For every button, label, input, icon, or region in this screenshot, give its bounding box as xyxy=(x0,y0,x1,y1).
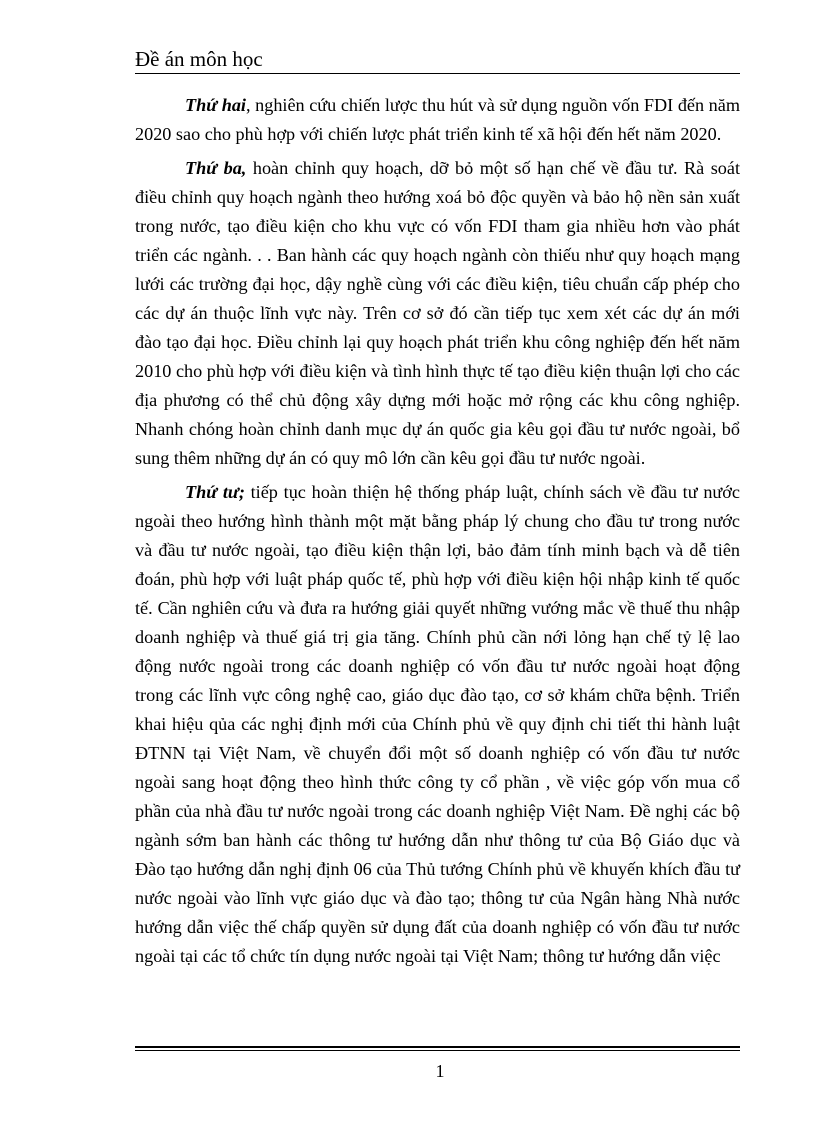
paragraph-lead: Thứ ba, xyxy=(185,158,247,178)
paragraph-thu-tu xyxy=(135,478,740,971)
paragraph-thu-ba xyxy=(135,154,740,473)
page-number: 1 xyxy=(435,1061,445,1081)
paragraph-lead: Thứ tư; xyxy=(185,482,245,502)
paragraph-text: hoàn chỉnh quy hoạch, dỡ bỏ một số hạn chế về đầu tư. Rà soát điều chỉnh quy hoạch ngành theo hướng xoá bỏ độc quyền và bảo hộ nền sản xuất trong nước, tạo điều kiện cho khu vực có vốn FDI tham gia nhiều hơn vào phát triển các ngành. . . Ban hành các quy hoạch ngành còn thiếu như quy hoạch mạng lưới các trường đại học, dậy nghề cùng với các điều kiện, tiêu chuẩn cấp phép cho các dự án thuộc lĩnh vực này. Trên cơ sở đó cần tiếp tục xem xét các dự án mới đào tạo đại học. Điều chỉnh lại quy hoạch phát triển khu công nghiệp đến hết năm 2010 cho phù hợp với điều kiện và tình hình thực tế tạo điều kiện thuận lợi cho các địa phương có thể chủ động xây dựng mới hoặc mở rộng các khu công nghiệp. Nhanh chóng hoàn chỉnh danh mục dự án quốc gia kêu gọi đầu tư nước ngoài, bổ sung thêm những dự án có quy mô lớn cần kêu gọi đầu tư nước ngoài. xyxy=(135,158,741,468)
header-divider xyxy=(135,73,740,74)
paragraph-lead: Thứ hai xyxy=(185,95,246,115)
paragraph-text: , nghiên cứu chiến lược thu hút và sử dụng nguồn vốn FDI đến năm 2020 sao cho phù hợp với chiến lược phát triển kinh tế xã hội đến hết năm 2020. xyxy=(135,95,740,144)
footer-divider-thin xyxy=(135,1050,740,1051)
footer-divider-thick xyxy=(135,1046,740,1048)
paragraph-thu-hai xyxy=(135,91,740,149)
paragraph-text: tiếp tục hoàn thiện hệ thống pháp luật, chính sách về đầu tư nước ngoài theo hướng hình thành một mặt bằng pháp lý chung cho đầu tư trong nước và đầu tư nước ngoài, tạo điều kiện thận lợi, bảo đảm tính minh bạch và dễ tiên đoán, phù hợp với luật pháp quốc tế, phù hợp với điều kiện hội nhập kinh tế quốc tế. Cần nghiên cứu và đưa ra hướng giải quyết những vướng mắc về thuế thu nhập doanh nghiệp và thuế giá trị gia tăng. Chính phủ cần nới lỏng hạn chế tỷ lệ lao động nước ngoài trong các doanh nghiệp có vốn đầu tư nước ngoài hoạt động trong các lĩnh vực công nghệ cao, giáo dục đào tạo, cơ sở khám chữa bệnh. Triển khai hiệu qủa các nghị định mới của Chính phủ về quy định chi tiết thi hành luật ĐTNN tại Việt Nam, về chuyển đổi một số doanh nghiệp có vốn đầu tư nước ngoài sang hoạt động theo hình thức công ty cổ phần , về việc góp vốn mua cổ phần của nhà đầu tư nước ngoài trong các doanh nghiệp Việt Nam. Đề nghị các bộ ngành sớm ban hành các thông tư hướng dẫn như thông tư của Bộ Giáo dục và Đào tạo hướng dẫn nghị định 06 của Thủ tướng Chính phủ về khuyến khích đầu tư nước ngoài vào lĩnh vực giáo dục và đào tạo; thông tư của Ngân hàng Nhà nước hướng dẫn việc thế chấp quyền sử dụng đất của doanh nghiệp có vốn đầu tư nước ngoài tại các tổ chức tín dụng nước ngoài tại Việt Nam; thông tư hướng dẫn việc xyxy=(135,482,740,966)
document-body xyxy=(135,91,740,976)
document-header-title: Đề án môn học xyxy=(135,47,263,71)
